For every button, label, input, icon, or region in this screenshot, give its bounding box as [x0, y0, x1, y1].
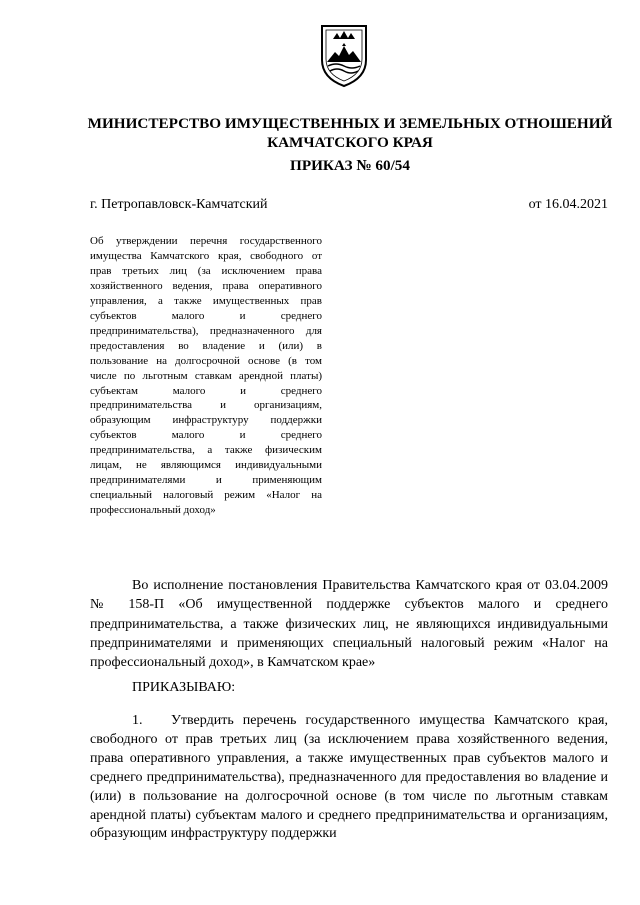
order-item-number: 1. — [132, 713, 143, 728]
order-title: ПРИКАЗ № 60/54 — [290, 157, 410, 174]
order-item — [90, 712, 608, 844]
order-date: от 16.04.2021 — [528, 197, 608, 212]
kamchatka-coat-of-arms-icon — [318, 22, 370, 88]
order-item-text: Утвердить перечень государственного имущества Камчатского края, свободного от прав третьих лиц (за исключением права хозяйственного ведения, права оперативного управления, а также имущественных прав субъектов малого и среднего предпринимательства), предназначенного для предоставления во владение и (или) в пользование на долгосрочной основе (в том числе по льготным ставкам арендной платы) субъектам малого и среднего предпринимательства и организациям, образующим инфраструктуру поддержки — [90, 713, 608, 842]
order-city: г. Петропавловск-Камчатский — [90, 197, 268, 212]
order-subject: Об утверждении перечня государственного имущества Камчатского края, свободного от прав третьих лиц (за исключением права хозяйственного ведения, права оперативного управления, а также имущественных прав субъектов малого и среднего предпринимательства), предназначенного для предоставления во владение и (или) в пользование на долгосрочной основе (в том числе по льготным ставкам арендной платы) субъектам малого и среднего предпринимательства и организациям, образующим инфраструктуру поддержки субъектов малого и среднего предпринимательства, а также физическим лицам, не являющимся индивидуальными предпринимателями и применяющим специальный налоговый режим «Налог на профессиональный доход» — [90, 235, 322, 517]
order-preamble: Во исполнение постановления Правительства Камчатского края от 03.04.2009 № 158-П «Об имущественной поддержке субъектов малого и среднего предпринимательства, а также физических лиц, не являющихся индивидуальными предпринимателями и применяющих специальный налоговый режим «Налог на профессиональный доход», в Камчатском крае» — [90, 578, 608, 671]
order-directive-word: ПРИКАЗЫВАЮ: — [132, 680, 236, 695]
ministry-name: МИНИСТЕРСТВО ИМУЩЕСТВЕННЫХ И ЗЕМЕЛЬНЫХ ОТНОШЕНИЙ КАМЧАТСКОГО КРАЯ — [87, 115, 613, 151]
